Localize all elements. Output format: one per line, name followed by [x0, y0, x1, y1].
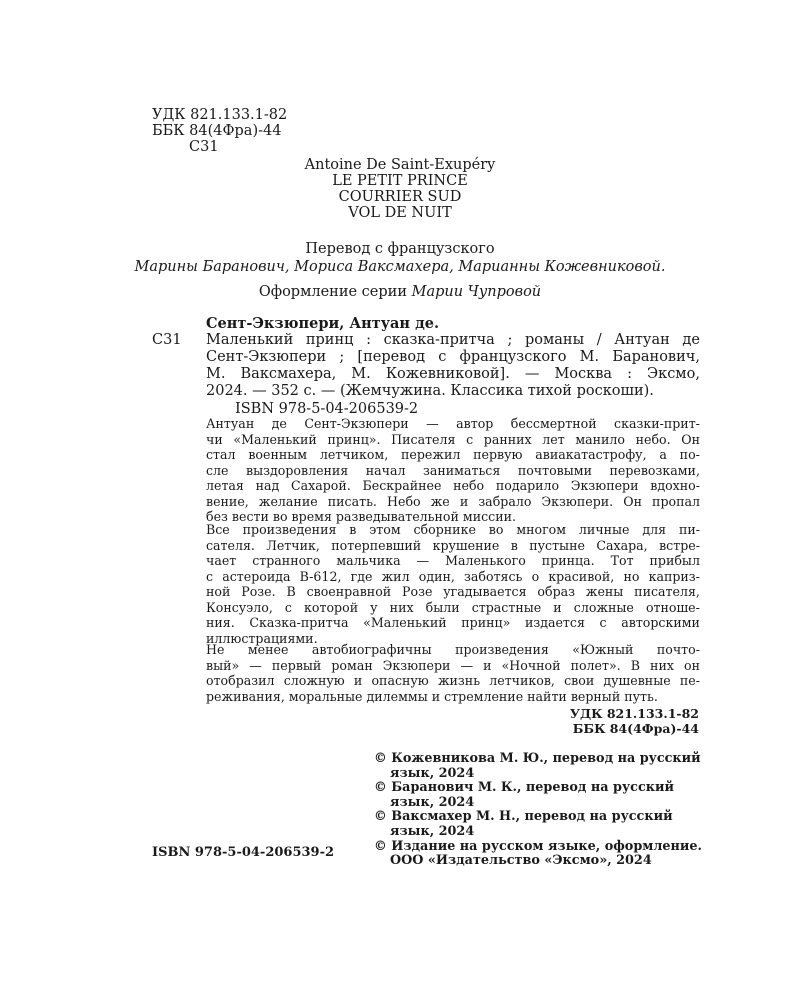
bbk-code: ББК 84(4Фра)-44	[152, 123, 282, 139]
annotation-line: без вести во время разведывательной миссии.	[206, 509, 516, 524]
annotation-line: отобразил сложную и опасную жизнь летчиков, свои душевные пе-	[206, 673, 700, 688]
annotation-line: вение, желание писать. Небо же и забрало Экзюпери. Он пропал	[206, 493, 700, 509]
bib-line: М. Ваксмахера, М. Кожевниковой]. — Москва : Эксмо,	[206, 366, 700, 382]
copyright-block	[374, 752, 702, 869]
annotation-line: чи «Маленький принц». Писателя с ранних лет манило небо. Он	[206, 431, 700, 447]
annotation-line: Антуан де Сент-Экзюпери — автор бессмертной сказки-прит-	[206, 416, 700, 431]
annotation-line: ния. Сказка-притча «Маленький принц» издается с авторскими	[206, 615, 700, 630]
design-label: Оформление серии	[258, 284, 407, 300]
udk-code: УДК 821.133.1-82	[152, 107, 288, 123]
copyright-line: язык, 2024	[390, 794, 475, 810]
bib-line: 2024. — 352 с. — (Жемчужина. Классика тихой роскоши).	[206, 383, 654, 399]
annotation-line: летая над Сахарой. Бескрайнее небо подарило Экзюпери вдохно-	[206, 478, 700, 493]
translators: Марины Баранович, Мориса Ваксмахера, Марианны Кожевниковой.	[134, 259, 666, 275]
annotation-line: Консуэло, с которой у них были страстные и сложные отноше-	[206, 599, 700, 615]
annotation-paragraph-1	[206, 416, 700, 525]
copyright-line: © Ваксмахер М. Н., перевод на русский	[374, 809, 673, 825]
bib-line: Маленький принц : сказка-притча ; романы / Антуан де	[206, 332, 700, 348]
udk-code: УДК 821.133.1-82	[569, 706, 699, 721]
series-design-credit	[100, 283, 700, 301]
copyright-line: язык, 2024	[390, 765, 475, 781]
copyright-line: язык, 2024	[390, 823, 475, 839]
annotation-line: Все произведения в этом сборнике во многом личные для пи-	[206, 522, 700, 537]
designer-name: Марии Чупровой	[411, 284, 542, 300]
translation-credits	[100, 240, 700, 276]
catalog-isbn: ISBN 978-5-04-206539-2	[235, 401, 419, 417]
annotation-line: Не менее автобиографичны произведения «Южный почто-	[206, 642, 700, 657]
copyright-line: ООО «Издательство «Эксмо», 2024	[390, 853, 652, 869]
catalog-sign: С31	[152, 332, 182, 348]
isbn-bottom: ISBN 978-5-04-206539-2	[152, 845, 335, 860]
annotation-line: вый» — первый роман Экзюпери — и «Ночной полет». В них он	[206, 657, 700, 673]
annotation-line: сателя. Летчик, потерпевший крушение в пустыне Сахара, встре-	[206, 537, 700, 553]
original-title: VOL DE NUIT	[348, 205, 452, 221]
bibliographic-description	[206, 332, 700, 400]
annotation-line: сле выздоровления начал заниматься почтовыми перевозками,	[206, 462, 700, 478]
annotation-paragraph-3	[206, 642, 700, 704]
original-title: COURRIER SUD	[338, 189, 462, 205]
annotation-line: стал военным летчиком, пережил первую авиакатастрофу, а по-	[206, 447, 700, 462]
original-author: Antoine De Saint-Exupéry	[304, 157, 496, 173]
original-title-block	[100, 157, 700, 221]
translation-label: Перевод с французского	[305, 241, 495, 257]
original-title: LE PETIT PRINCE	[332, 173, 468, 189]
annotation-line: ной Розе. В своенравной Розе угадывается образ жены писателя,	[206, 584, 700, 599]
annotation-line: иллюстрациями.	[206, 630, 318, 646]
catalog-author-heading: Сент-Экзюпери, Антуан де.	[206, 315, 440, 332]
annotation-line: чает странного мальчика — Маленького принца. Тот прибыл	[206, 553, 700, 568]
bib-line: Сент-Экзюпери ; [перевод с французского М. Баранович,	[206, 349, 700, 365]
annotation-line: реживания, моральные дилеммы и стремление найти верный путь.	[206, 688, 658, 704]
copyright-line: © Баранович М. К., перевод на русский	[374, 780, 674, 796]
annotation-paragraph-2	[206, 522, 700, 646]
copyright-line: © Издание на русском языке, оформление.	[374, 838, 703, 854]
annotation-line: с астероида B-612, где жил один, заботясь о красивой, но каприз-	[206, 568, 700, 584]
bbk-code: ББК 84(4Фра)-44	[572, 721, 699, 736]
classification-codes	[152, 107, 287, 155]
classification-codes-right	[570, 706, 699, 736]
copyright-line: © Кожевникова М. Ю., перевод на русский	[374, 751, 701, 766]
author-sign: С31	[189, 139, 219, 155]
